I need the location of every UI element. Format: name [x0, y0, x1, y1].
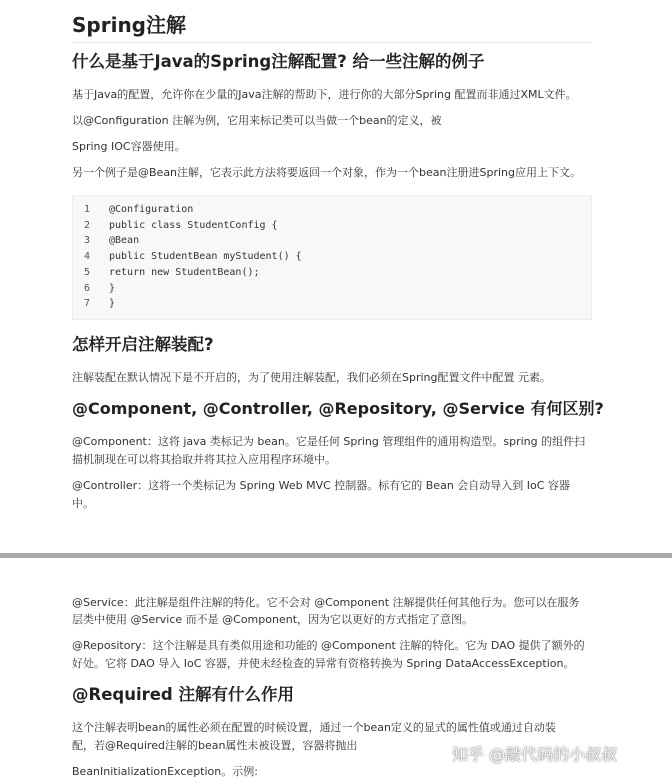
paragraph-repository-line2: 好处。它将 DAO 导入 IoC 容器，并使未经检查的异常有资格转换为 Spring DataAccessException。: [72, 657, 575, 670]
paragraph-spring-ioc: Spring IOC容器使用。: [72, 140, 186, 153]
page-title: Spring注解: [72, 12, 592, 43]
line-number: 1: [84, 204, 91, 215]
line-number: 3: [84, 235, 91, 246]
code-text: @Bean: [109, 235, 140, 246]
section-heading-java-config: 什么是基于Java的Spring注解配置? 给一些注解的例子: [72, 52, 485, 71]
line-number: 2: [84, 220, 91, 231]
paragraph-configuration: 以@Configuration 注解为例，它用来标记类可以当做一个bean的定义，被: [72, 114, 442, 127]
paragraph-java-config: 基于Java的配置，允许你在少量的Java注解的帮助下，进行你的大部分Spring 配置而非通过XML文件。: [72, 88, 577, 101]
section-heading-enable-annotation: 怎样开启注解装配?: [72, 335, 214, 354]
paragraph-required-line2: 配，若@Required注解的bean属性未被设置，容器将抛出: [72, 739, 358, 752]
paragraph-required-line1: 这个注解表明bean的属性必须在配置的时候设置，通过一个bean定义的显式的属性值或通过自动装: [72, 721, 556, 734]
paragraph-controller-line1: @Controller：这将一个类标记为 Spring Web MVC 控制器。标有它的 Bean 会自动导入到 IoC 容器: [72, 479, 570, 492]
section-heading-required: @Required 注解有什么作用: [72, 685, 294, 704]
paragraph-component-line1: @Component：这将 java 类标记为 bean。它是任何 Spring 管理组件的通用构造型。spring 的组件扫: [72, 435, 586, 448]
line-number: 5: [84, 267, 91, 278]
page-break-divider: [0, 553, 672, 558]
code-text: }: [109, 298, 116, 309]
section-heading-component-differences: @Component, @Controller, @Repository, @Service 有何区别?: [72, 399, 604, 418]
paragraph-service-line1: @Service：此注解是组件注解的特化。它不会对 @Component 注解提供任何其他行为。您可以在服务: [72, 596, 580, 609]
paragraph-bean: 另一个例子是@Bean注解，它表示此方法将要返回一个对象，作为一个bean注册进Spring应用上下文。: [72, 166, 581, 179]
paragraph-enable-annotation: 注解装配在默认情况下是不开启的，为了使用注解装配，我们必须在Spring配置文件中配置 元素。: [72, 371, 551, 384]
line-number: 7: [84, 298, 91, 309]
paragraph-controller-line2: 中。: [72, 497, 94, 510]
code-text: }: [109, 283, 116, 294]
code-text: return new StudentBean();: [109, 267, 260, 278]
code-text: @Configuration: [109, 204, 194, 215]
paragraph-repository-line1: @Repository：这个注解是具有类似用途和功能的 @Component 注解的特化。它为 DAO 提供了额外的: [72, 639, 585, 652]
code-block: [72, 195, 592, 320]
paragraph-component-line2: 描机制现在可以将其拾取并将其拉入应用程序环境中。: [72, 453, 336, 466]
line-number: 4: [84, 251, 91, 262]
code-text: public StudentBean myStudent() {: [109, 251, 302, 262]
line-number: 6: [84, 283, 91, 294]
code-text: public class StudentConfig {: [109, 220, 278, 231]
paragraph-service-line2: 层类中使用 @Service 而不是 @Component，因为它以更好的方式指定了意图。: [72, 613, 474, 626]
paragraph-bean-init-exception: BeanInitializationException。示例:: [72, 765, 258, 778]
watermark: 知乎 @敲代码的小叔叔: [452, 745, 618, 764]
